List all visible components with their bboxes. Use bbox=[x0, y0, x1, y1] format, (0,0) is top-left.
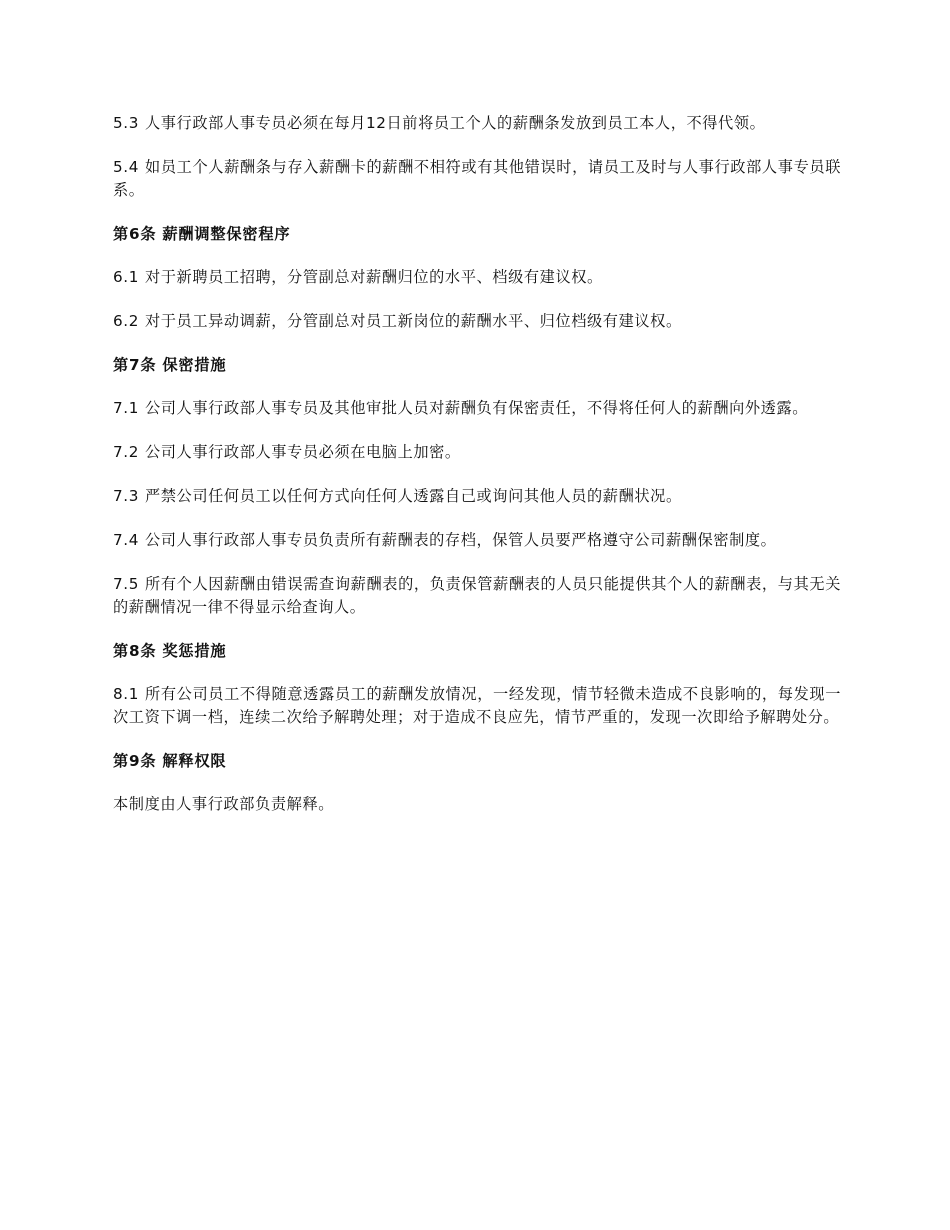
paragraph-5-3 bbox=[113, 112, 841, 135]
paragraph-number: 7.4 bbox=[113, 531, 139, 549]
paragraph-text: 公司人事行政部人事专员负责所有薪酬表的存档，保管人员要严格遵守公司薪酬保密制度。 bbox=[144, 531, 777, 549]
document-page bbox=[113, 112, 841, 837]
paragraph-number: 8.1 bbox=[113, 685, 139, 703]
paragraph-text: 如员工个人薪酬条与存入薪酬卡的薪酬不相符或有其他错误时，请员工及时与人事行政部人事专员联系。 bbox=[113, 158, 841, 199]
paragraph-number: 6.1 bbox=[113, 268, 139, 286]
paragraph-text: 对于员工异动调薪，分管副总对员工新岗位的薪酬水平、归位档级有建议权。 bbox=[144, 312, 682, 330]
paragraph-number: 6.2 bbox=[113, 312, 139, 330]
paragraph-text: 本制度由人事行政部负责解释。 bbox=[113, 795, 335, 813]
paragraph-6-1 bbox=[113, 266, 841, 289]
section-heading-7: 第7条 保密措施 bbox=[113, 356, 227, 374]
section-heading-6: 第6条 薪酬调整保密程序 bbox=[113, 225, 291, 243]
paragraph-8-1 bbox=[113, 683, 841, 729]
paragraph-text: 公司人事行政部人事专员必须在电脑上加密。 bbox=[144, 443, 461, 461]
section-heading-9: 第9条 解释权限 bbox=[113, 752, 227, 770]
paragraph-7-1 bbox=[113, 397, 841, 420]
paragraph-5-4 bbox=[113, 156, 841, 202]
paragraph-number: 5.3 bbox=[113, 114, 139, 132]
paragraph-7-4 bbox=[113, 529, 841, 552]
paragraph-text: 人事行政部人事专员必须在每月12日前将员工个人的薪酬条发放到员工本人，不得代领。 bbox=[144, 114, 766, 132]
paragraph-text: 所有个人因薪酬由错误需查询薪酬表的，负责保管薪酬表的人员只能提供其个人的薪酬表，与其无关的薪酬情况一律不得显示给查询人。 bbox=[113, 575, 841, 616]
paragraph-6-2 bbox=[113, 310, 841, 333]
paragraph-number: 5.4 bbox=[113, 158, 139, 176]
paragraph-text: 所有公司员工不得随意透露员工的薪酬发放情况，一经发现，情节轻微未造成不良影响的，每发现一次工资下调一档，连续二次给予解聘处理；对于造成不良应先，情节严重的，发现一次即给予解聘处分。 bbox=[113, 685, 841, 726]
paragraph-7-3 bbox=[113, 485, 841, 508]
paragraph-number: 7.2 bbox=[113, 443, 139, 461]
paragraph-text: 公司人事行政部人事专员及其他审批人员对薪酬负有保密责任，不得将任何人的薪酬向外透露。 bbox=[144, 399, 809, 417]
paragraph-7-5 bbox=[113, 573, 841, 619]
paragraph-number: 7.1 bbox=[113, 399, 139, 417]
paragraph-number: 7.3 bbox=[113, 487, 139, 505]
paragraph-number: 7.5 bbox=[113, 575, 139, 593]
section-heading-8: 第8条 奖惩措施 bbox=[113, 642, 227, 660]
paragraph-text: 对于新聘员工招聘，分管副总对薪酬归位的水平、档级有建议权。 bbox=[144, 268, 603, 286]
paragraph-7-2 bbox=[113, 441, 841, 464]
paragraph-text: 严禁公司任何员工以任何方式向任何人透露自己或询问其他人员的薪酬状况。 bbox=[144, 487, 682, 505]
paragraph-closing bbox=[113, 793, 841, 816]
